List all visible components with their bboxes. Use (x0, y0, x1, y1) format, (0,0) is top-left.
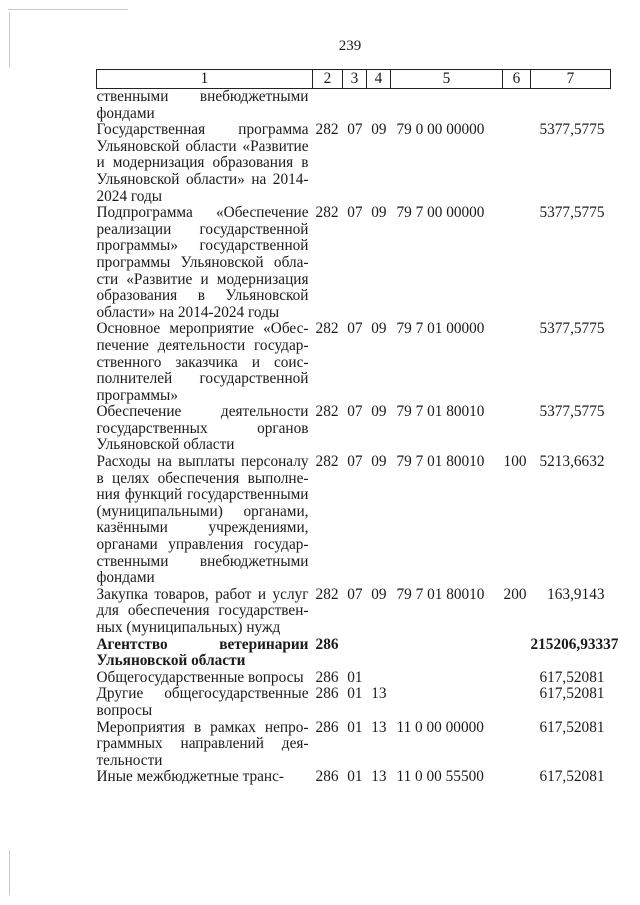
row-sum: 5377,5775 (539, 121, 605, 139)
row-name: Обеспечение деятельности государственных органов Ульяновской области (96, 403, 309, 454)
row-name: Мероприятия в рамках непрограммных направлений деятельности (96, 718, 309, 769)
row-vr (503, 89, 531, 123)
row-name: Агентство ветеринарии Ульяновской области (96, 635, 309, 670)
row-vr (503, 686, 531, 719)
row-vr (503, 637, 531, 670)
table-header-row (97, 70, 611, 89)
row-vr: 200 (503, 585, 527, 603)
table-row (97, 587, 611, 637)
row-rz: 01 (347, 668, 363, 686)
row-pr (367, 637, 391, 670)
row-name: Расходы на выплаты персоналу в целях обеспечения выполнения функций государственными (муниципальными) органами, казёнными учреждениями, органами управления государственными внебюджетными фондами (96, 453, 309, 587)
row-vr (503, 720, 531, 770)
row-csr (391, 89, 503, 123)
row-vr (503, 769, 531, 786)
row-sum: 215206,93337 (530, 635, 619, 653)
row-gr: 286 (315, 768, 339, 786)
row-pr: 09 (371, 585, 387, 603)
row-vr (503, 205, 531, 321)
row-gr: 286 (315, 668, 339, 686)
row-csr (391, 637, 503, 670)
header-col-6: 6 (503, 70, 531, 89)
row-name: Иные межбюджетные транс- (96, 768, 284, 786)
row-gr: 286 (315, 635, 339, 653)
row-gr: 282 (315, 121, 339, 139)
row-sum: 5377,5775 (539, 204, 605, 222)
row-gr: 282 (315, 453, 339, 471)
row-sum: 5377,5775 (539, 320, 605, 338)
row-csr: 79 0 00 00000 (396, 121, 485, 139)
row-name: Основное мероприятие «Обеспечение деятельности государственного заказчика и соисполнителей государственной программы» (96, 320, 309, 404)
table-row (97, 769, 611, 786)
row-csr: 79 7 01 80010 (396, 585, 485, 603)
row-gr: 286 (315, 685, 339, 703)
row-sum: 617,52081 (539, 685, 605, 703)
row-pr (367, 670, 391, 687)
table-row (97, 670, 611, 687)
header-col-4: 4 (367, 70, 391, 89)
row-gr: 282 (315, 403, 339, 421)
row-name: ственными внебюджетными фондами (96, 88, 309, 122)
row-pr: 09 (371, 320, 387, 338)
row-csr: 79 7 01 00000 (396, 320, 485, 338)
row-csr (391, 670, 503, 687)
row-rz (343, 637, 367, 670)
row-csr: 11 0 00 00000 (396, 718, 484, 736)
row-gr: 282 (315, 320, 339, 338)
header-col-3: 3 (343, 70, 367, 89)
row-rz: 01 (347, 685, 363, 703)
row-pr: 09 (371, 121, 387, 139)
row-sum: 5377,5775 (539, 403, 605, 421)
budget-table (96, 69, 619, 786)
row-pr: 09 (371, 453, 387, 471)
row-sum (531, 89, 611, 123)
row-pr: 13 (371, 768, 387, 786)
row-sum: 5213,6632 (539, 453, 605, 471)
row-name: Государственная программа Ульяновской области «Развитие и модернизация образования в Ульяновской области» на 2014-2024 годы (96, 121, 309, 205)
row-pr: 13 (371, 718, 387, 736)
row-csr: 79 7 01 80010 (396, 453, 485, 471)
row-rz: 07 (347, 403, 363, 421)
header-col-1: 1 (97, 70, 313, 89)
row-csr: 11 0 00 55500 (396, 768, 484, 786)
table-row (97, 720, 611, 770)
table-row (97, 89, 611, 123)
row-csr: 79 7 00 00000 (396, 204, 485, 222)
row-vr (503, 670, 531, 687)
row-rz: 07 (347, 320, 363, 338)
row-vr (503, 321, 531, 404)
row-rz: 07 (347, 453, 363, 471)
table-row (97, 686, 611, 719)
table-row (97, 454, 611, 587)
table-row (97, 321, 611, 404)
row-sum: 163,9143 (547, 585, 605, 603)
row-pr: 09 (371, 403, 387, 421)
table-row (97, 637, 611, 670)
table-row (97, 404, 611, 454)
row-gr: 286 (315, 718, 339, 736)
row-csr: 79 7 01 80010 (396, 403, 485, 421)
row-name: Общегосударственные вопросы (96, 668, 304, 686)
row-vr (503, 404, 531, 454)
row-rz: 07 (347, 204, 363, 222)
row-name: Подпрограмма «Обеспечение реализации государственной программы» государственной программы Ульяновской области «Развитие и модернизация образования в Ульяновской области» на 2014-2024 годы (96, 204, 309, 321)
header-col-7: 7 (531, 70, 611, 89)
row-vr (503, 122, 531, 205)
row-gr: 282 (315, 585, 339, 603)
row-sum: 617,52081 (539, 768, 605, 786)
row-csr (391, 686, 503, 719)
row-sum: 617,52081 (539, 668, 605, 686)
row-name: Другие общегосударственные вопросы (96, 685, 309, 719)
row-rz (343, 89, 367, 123)
scan-edge-mark-bottom (9, 850, 10, 895)
row-vr: 100 (503, 453, 527, 471)
scan-edge-mark-top (8, 9, 128, 10)
header-col-2: 2 (313, 70, 343, 89)
row-rz: 01 (347, 768, 363, 786)
table-row (97, 205, 611, 321)
row-pr (367, 89, 391, 123)
row-pr: 13 (371, 685, 387, 703)
row-sum: 617,52081 (539, 718, 605, 736)
row-gr (313, 89, 343, 123)
row-name: Закупка товаров, работ и услуг для обеспечения государственных (муниципальных) нужд (96, 585, 309, 636)
row-rz: 07 (347, 585, 363, 603)
page-number: 239 (338, 38, 362, 54)
table-row (97, 122, 611, 205)
row-rz: 07 (347, 121, 363, 139)
header-col-5: 5 (391, 70, 503, 89)
row-pr: 09 (371, 204, 387, 222)
row-rz: 01 (347, 718, 363, 736)
row-gr: 282 (315, 204, 339, 222)
